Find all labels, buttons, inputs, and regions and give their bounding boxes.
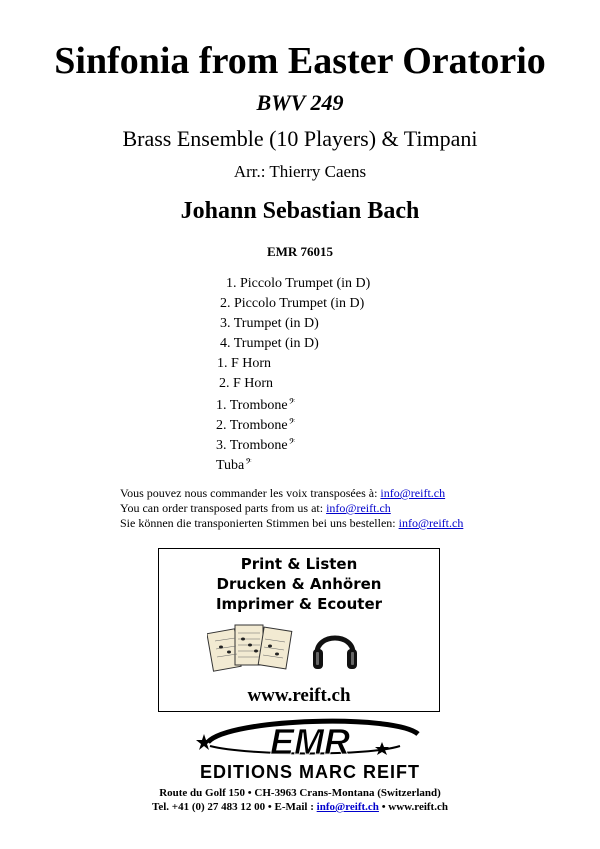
publisher-address: Route du Golf 150 • CH-3963 Crans-Montana (Switzerland) [159,787,441,799]
email-link[interactable]: info@reift.ch [326,501,391,515]
website-link[interactable]: www.reift.ch [247,685,351,706]
order-note-en: You can order transposed parts from us at: info@reift.ch [120,501,391,515]
part-item: 1. Trombone𝄢 [216,398,296,413]
email-link[interactable]: info@reift.ch [398,516,464,530]
publisher-name: EDITIONS MARC REIFT [200,762,420,782]
bass-clef-icon: 𝄢 [288,438,296,449]
ensemble: Brass Ensemble (10 Players) & Timpani [122,126,478,151]
order-note-de: Sie können die transponierten Stimmen bei uns bestellen: info@reift.ch [120,516,464,530]
catalog-number: BWV 249 [256,90,344,115]
edition-number: EMR 76015 [266,244,334,259]
email-link[interactable]: info@reift.ch [380,486,446,500]
promo-line: Imprimer & Ecouter [215,595,383,613]
bass-clef-icon: 𝄢 [288,418,296,429]
sheet-music-icon [207,619,293,677]
part-item: 2. Piccolo Trumpet (in D) [220,296,365,311]
part-item: 2. Trombone𝄢 [216,418,296,433]
composer: Johann Sebastian Bach [180,198,420,224]
part-item: 2. F Horn [219,376,274,391]
arranger: Arr.: Thierry Caens [233,162,367,181]
part-item: 1. Piccolo Trumpet (in D) [226,276,371,291]
bass-clef-icon: 𝄢 [288,398,296,409]
part-item: 4. Trumpet (in D) [220,336,319,351]
bass-clef-icon: 𝄢 [245,458,252,469]
piece-title: Sinfonia from Easter Oratorio [54,40,546,82]
emr-logo [160,712,460,784]
publisher-contact: Tel. +41 (0) 27 483 12 00 • E-Mail : info@reift.ch • www.reift.ch [152,801,448,813]
headphones-icon [311,621,359,675]
part-item: 3. Trumpet (in D) [220,316,319,331]
promo-line: Print & Listen [240,555,358,573]
order-note-fr: Vous pouvez nous commander les voix transposées à: info@reift.ch [120,486,446,500]
promo-line: Drucken & Anhören [216,575,382,593]
part-item: 3. Trombone𝄢 [216,438,296,453]
star-icon [375,742,389,755]
part-item: 1. F Horn [217,356,272,371]
part-item: Tuba𝄢 [216,458,252,473]
email-link[interactable]: info@reift.ch [316,801,379,813]
logo-text: EMR [270,721,350,762]
print-listen-box [158,548,440,712]
